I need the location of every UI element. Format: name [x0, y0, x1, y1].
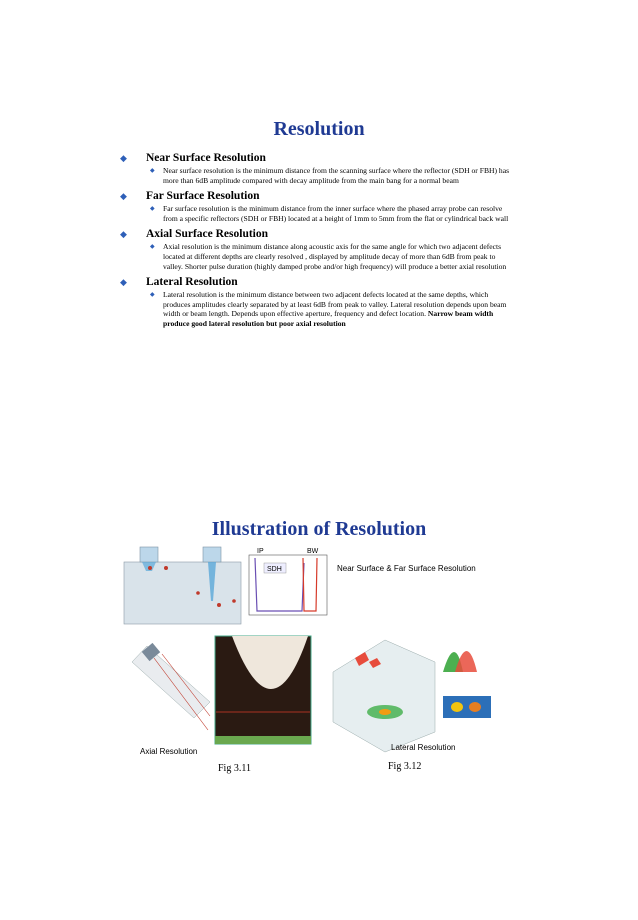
section-text: Axial resolution is the minimum distance along acoustic axis for the same angle for which two adjacent defects located at different depths are clearly resolved , displayed by amplitude decay of more than 6dB from peak to valley. Shorter pulse duration (highly damped probe and/or high frequency) will produce a better axial resolution — [163, 242, 507, 271]
diamond-subbullet-icon: ◆ — [150, 168, 155, 174]
page-title: Resolution — [273, 118, 365, 140]
near-far-surface-figure — [122, 543, 492, 628]
diamond-bullet-icon: ◆ — [120, 228, 127, 239]
section-heading: Far Surface Resolution — [146, 190, 260, 203]
diamond-subbullet-icon: ◆ — [150, 206, 155, 213]
figure-caption-2: Fig 3.12 — [388, 761, 422, 772]
section-heading: Lateral Resolution — [146, 276, 238, 289]
diamond-bullet-icon: ◆ — [120, 152, 127, 163]
ip-label: IP — [257, 548, 264, 555]
bw-label: BW — [307, 548, 319, 555]
near-far-label: Near Surface & Far Surface Resolution — [337, 564, 476, 573]
section-heading: Axial Surface Resolution — [146, 228, 269, 241]
section-near-surface — [120, 150, 510, 185]
figure-caption-1: Fig 3.11 — [218, 763, 251, 774]
section-text: Near surface resolution is the minimum distance from the scanning surface where the reflector (SDH or FBH) has more than 6dB amplitude compared with decay amplitude from the main bang for a normal beam — [163, 166, 510, 185]
diamond-subbullet-icon: ◆ — [150, 244, 155, 251]
section-heading: Near Surface Resolution — [146, 152, 266, 164]
diamond-bullet-icon: ◆ — [120, 190, 127, 201]
bold-note: Narrow beam width produce good lateral resolution but poor axial resolution — [163, 309, 494, 328]
section-text: Lateral resolution is the minimum distance between two adjacent defects located at the same depths, which produces amplitudes clearly separated by at least 6dB from peak to valley. Lateral resolution depends upon beam width or beam length. Depends upon effective aperture, frequency and defect location. Narrow beam width produce good lateral resolution but poor axial resolution — [163, 290, 507, 328]
illustration-title: Illustration of Resolution — [211, 518, 427, 540]
resolution-list — [120, 150, 510, 332]
section-axial — [120, 226, 510, 271]
lateral-label: Lateral Resolution — [391, 743, 456, 752]
sdh-label: SDH — [267, 566, 282, 573]
section-lateral — [120, 274, 510, 328]
axial-label: Axial Resolution — [140, 747, 198, 756]
diamond-subbullet-icon: ◆ — [150, 292, 155, 299]
axial-resolution-figure — [122, 632, 322, 757]
lateral-resolution-figure — [325, 632, 500, 757]
diamond-bullet-icon: ◆ — [120, 276, 127, 287]
section-far-surface — [120, 188, 510, 223]
section-text: Far surface resolution is the minimum distance from the inner surface where the phased array probe can resolve from a specific reflectors (SDH or FBH) located at a height of 1mm to 5mm from the flat or cylindrical back wall — [163, 204, 509, 223]
